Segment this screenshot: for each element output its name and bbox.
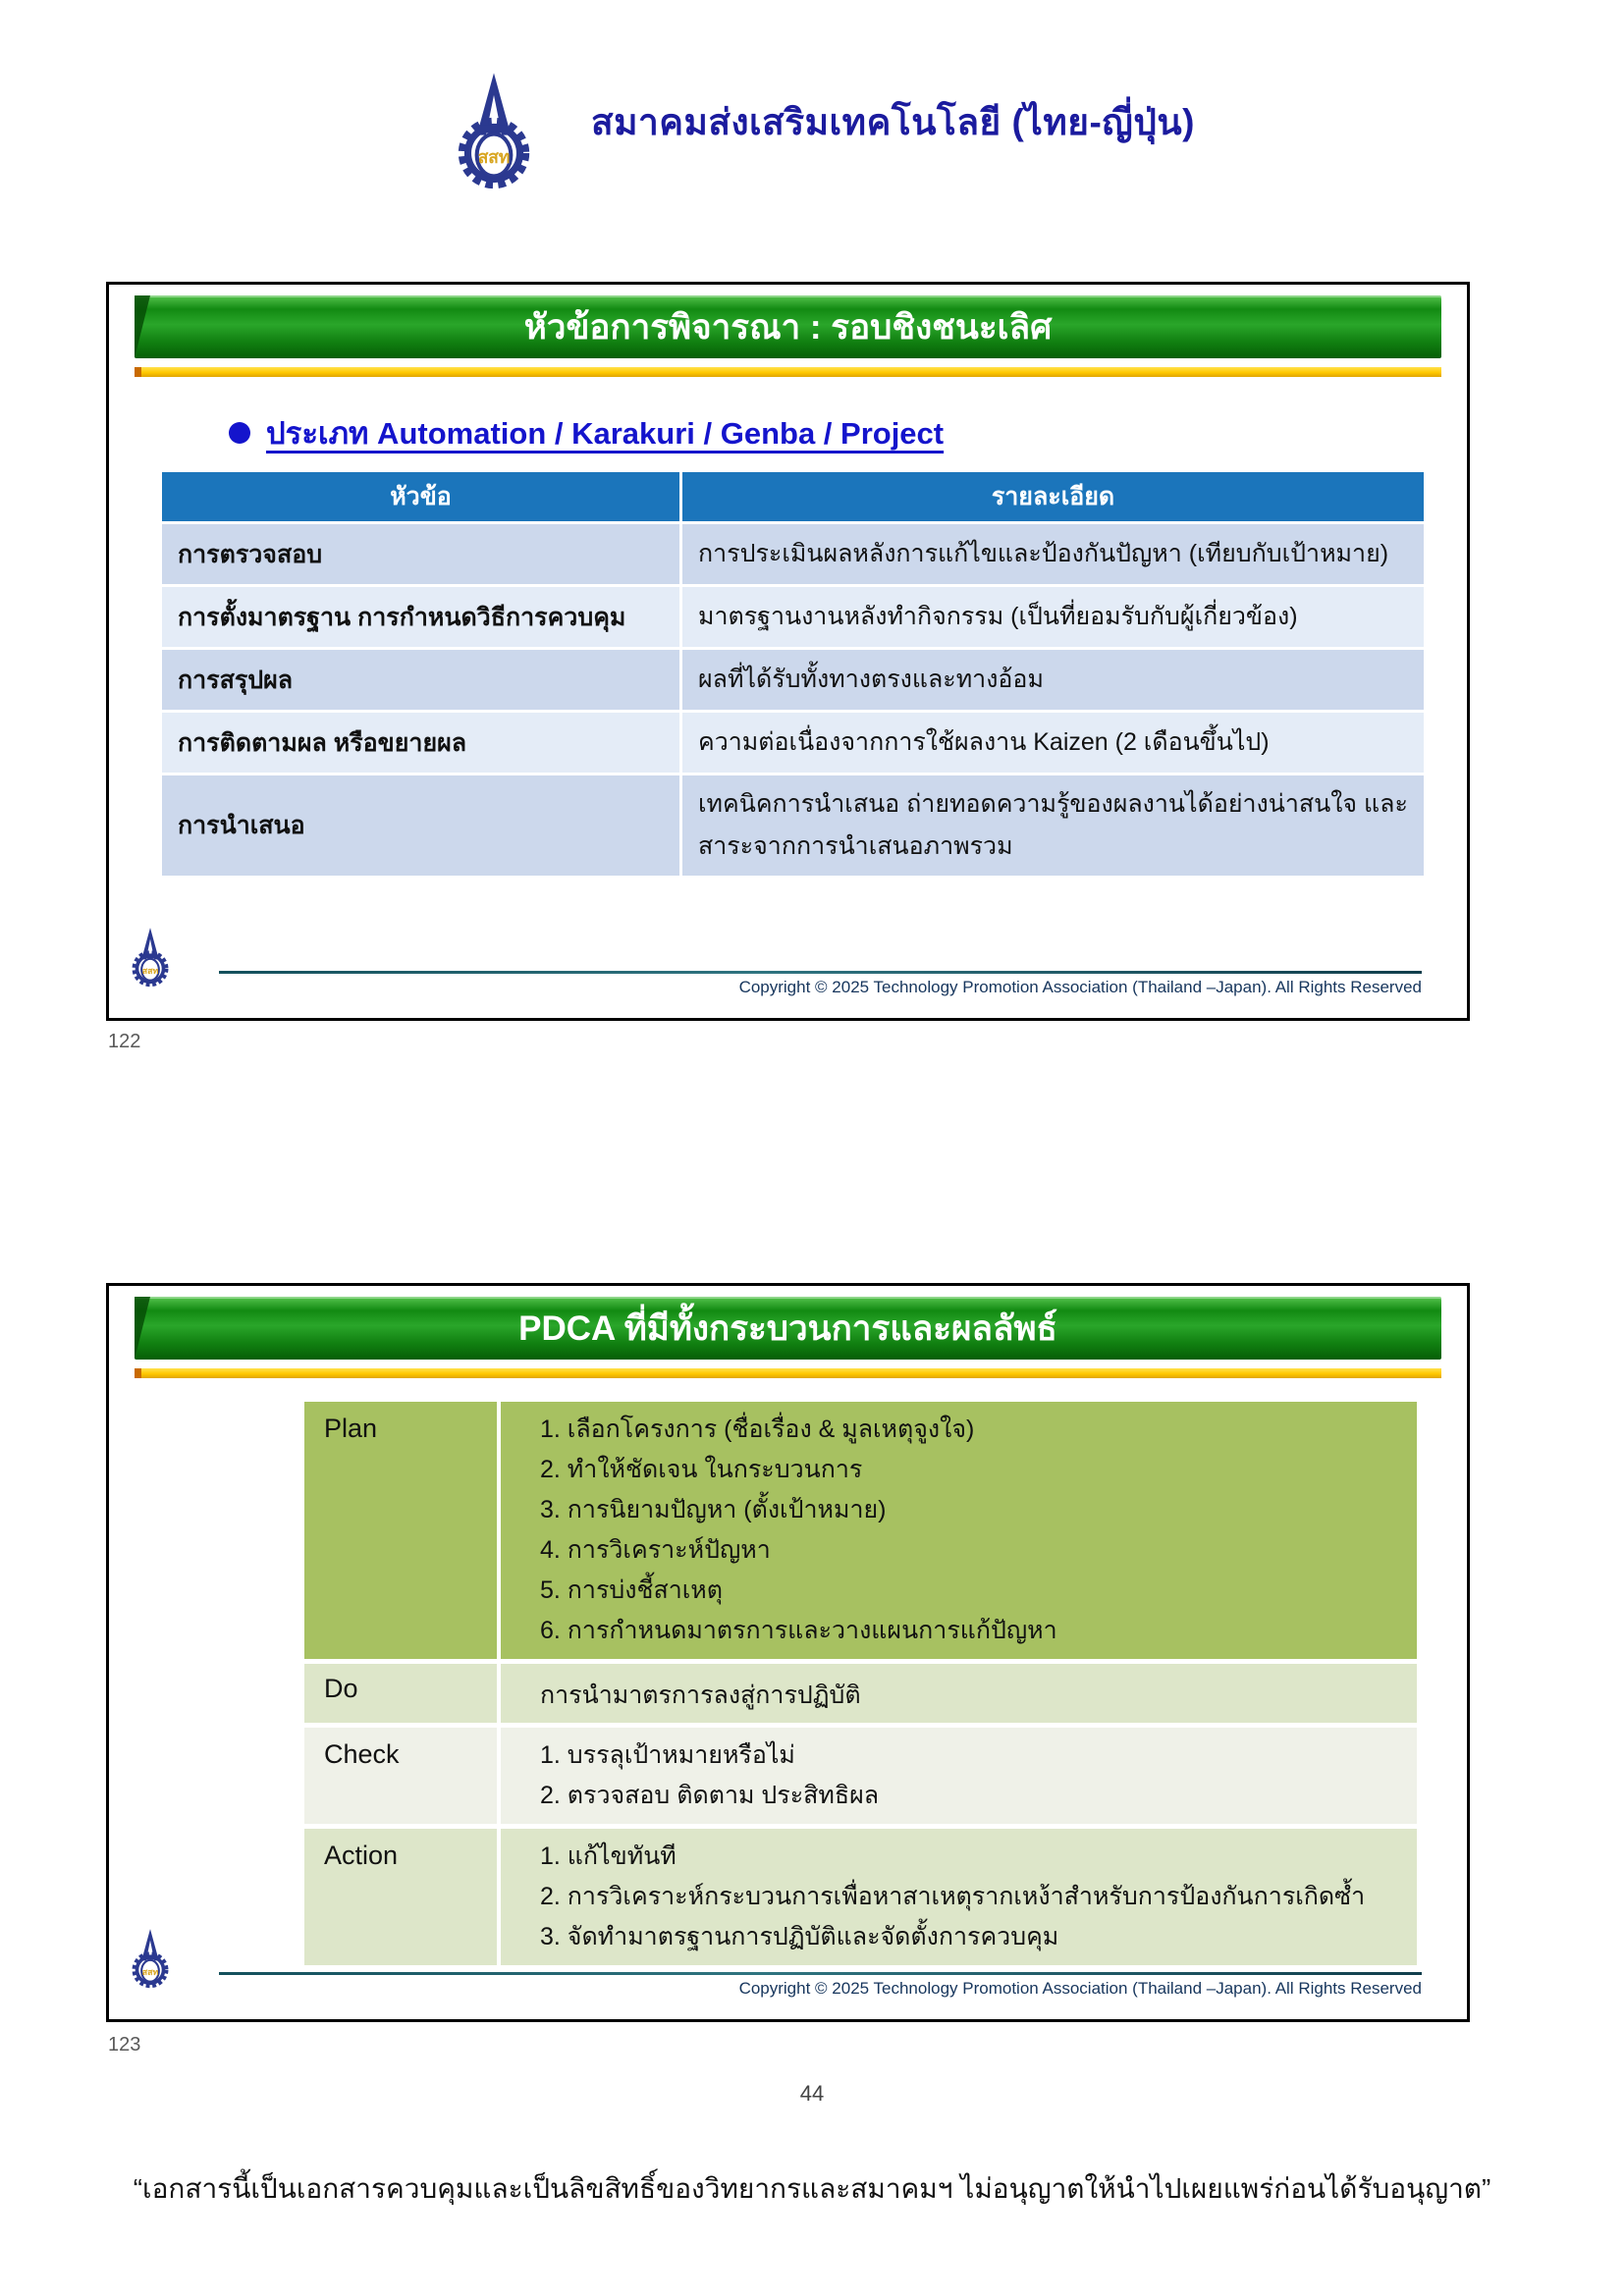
pdca-action-label: Action <box>304 1829 501 1965</box>
pdca-action-items <box>501 1829 1417 1965</box>
slide-pdca <box>106 1283 1470 2022</box>
footer-divider <box>219 971 1422 974</box>
pdca-plan-items <box>501 1402 1417 1659</box>
title-accent-stripe <box>135 1368 1441 1378</box>
pdca-plan-item: 6. การกำหนดมาตรการและวางแผนการแก้ปัญหา <box>540 1617 1057 1644</box>
table-row <box>162 524 1424 584</box>
copyright-text: Copyright © 2025 Technology Promotion Association (Thailand –Japan). All Rights Reserved <box>738 978 1422 996</box>
row-topic: การตรวจสอบ <box>162 524 682 584</box>
document-page-number: 44 <box>799 2081 825 2106</box>
pdca-plan-item: 5. การบ่งชี้สาเหตุ <box>540 1576 723 1604</box>
table-row <box>162 650 1424 710</box>
footer-divider <box>219 1972 1422 1975</box>
row-detail: มาตรฐานงานหลังทำกิจกรรม (เป็นที่ยอมรับกับผู้เกี่ยวข้อง) <box>682 587 1424 647</box>
table-row <box>162 775 1424 876</box>
column-header-detail: รายละเอียด <box>991 483 1115 510</box>
pdca-check-items <box>501 1728 1417 1824</box>
pdca-check-row <box>304 1728 1417 1824</box>
slide2-title-bar <box>135 1297 1441 1360</box>
category-bullet-text: ประเภท Automation / Karakuri / Genba / Project <box>266 416 945 451</box>
row-detail: ผลที่ได้รับทั้งทางตรงและทางอ้อม <box>682 650 1424 710</box>
pdca-do-text: การนำมาตรการลงสู่การปฏิบัติ <box>501 1664 1417 1723</box>
pdca-check-label: Check <box>304 1728 501 1824</box>
row-topic: การสรุปผล <box>162 650 682 710</box>
pdca-do-label: Do <box>304 1664 501 1723</box>
table-row <box>162 587 1424 647</box>
row-detail: เทคนิคการนำเสนอ ถ่ายทอดความรู้ของผลงานได้อย่างน่าสนใจ และสาระจากการนำเสนอภาพรวม <box>682 775 1424 876</box>
title-accent-stripe <box>135 367 1441 377</box>
bullet-icon <box>229 422 250 444</box>
column-header-topic: หัวข้อ <box>162 472 682 521</box>
pdca-do-row <box>304 1664 1417 1723</box>
slide1-title: หัวข้อการพิจารณา : รอบชิงชนะเลิศ <box>523 307 1053 347</box>
pdca-plan-label: Plan <box>304 1402 501 1659</box>
slide1-title-bar <box>135 295 1441 358</box>
pdca-plan-item: 4. การวิเคราะห์ปัญหา <box>540 1536 771 1564</box>
tpa-gear-logo-icon-small <box>125 1926 176 1989</box>
pdca-check-item: 1. บรรลุเป้าหมายหรือไม่ <box>540 1741 795 1769</box>
row-topic: การนำเสนอ <box>162 775 682 876</box>
pdca-plan-item: 2. ทำให้ชัดเจน ในกระบวนการ <box>540 1456 863 1483</box>
pdca-action-item: 3. จัดทำมาตรฐานการปฏิบัติและจัดตั้งการควบคุม <box>540 1923 1059 1950</box>
slide2-title: PDCA ที่มีทั้งกระบวนการและผลลัพธ์ <box>518 1308 1057 1348</box>
criteria-table <box>162 472 1424 876</box>
pdca-plan-row <box>304 1402 1417 1659</box>
slide1-page-number: 122 <box>108 1031 141 1052</box>
tpa-gear-logo-icon-small <box>125 925 176 988</box>
slide2-page-number: 123 <box>108 2034 141 2056</box>
copyright-text: Copyright © 2025 Technology Promotion Association (Thailand –Japan). All Rights Reserved <box>738 1979 1422 1998</box>
pdca-action-item: 1. แก้ไขทันที <box>540 1842 677 1870</box>
pdca-action-item: 2. การวิเคราะห์กระบวนการเพื่อหาสาเหตุรากเหง้าสำหรับการป้องกันการเกิดซ้ำ <box>540 1883 1366 1910</box>
row-topic: การตั้งมาตรฐาน การกำหนดวิธีการควบคุม <box>162 587 682 647</box>
table-row <box>162 713 1424 773</box>
pdca-check-item: 2. ตรวจสอบ ติดตาม ประสิทธิผล <box>540 1782 880 1809</box>
pdca-action-row <box>304 1829 1417 1965</box>
pdca-table <box>304 1402 1417 1970</box>
row-topic: การติดตามผล หรือขยายผล <box>162 713 682 773</box>
organization-name: สมาคมส่งเสริมเทคโนโลยี (ไทย-ญี่ปุ่น) <box>591 102 1195 142</box>
row-detail: ความต่อเนื่องจากการใช้ผลงาน Kaizen (2 เดือนขึ้นไป) <box>682 713 1424 773</box>
category-bullet-line <box>229 408 944 457</box>
slide-judging-topics <box>106 282 1470 1021</box>
pdca-plan-item: 3. การนิยามปัญหา (ตั้งเป้าหมาย) <box>540 1496 887 1523</box>
row-detail: การประเมินผลหลังการแก้ไขและป้องกันปัญหา (เทียบกับเป้าหมาย) <box>682 524 1424 584</box>
criteria-table-header <box>162 472 1424 521</box>
tpa-gear-logo-icon <box>444 54 544 203</box>
confidentiality-note: “เอกสารนี้เป็นเอกสารควบคุมและเป็นลิขสิทธิ์ของวิทยากรและสมาคมฯ ไม่อนุญาตให้นำไปเผยแพร่ก่อนได้รับอนุญาต” <box>133 2173 1491 2204</box>
pdca-plan-item: 1. เลือกโครงการ (ชื่อเรื่อง & มูลเหตุจูงใจ) <box>540 1415 975 1443</box>
